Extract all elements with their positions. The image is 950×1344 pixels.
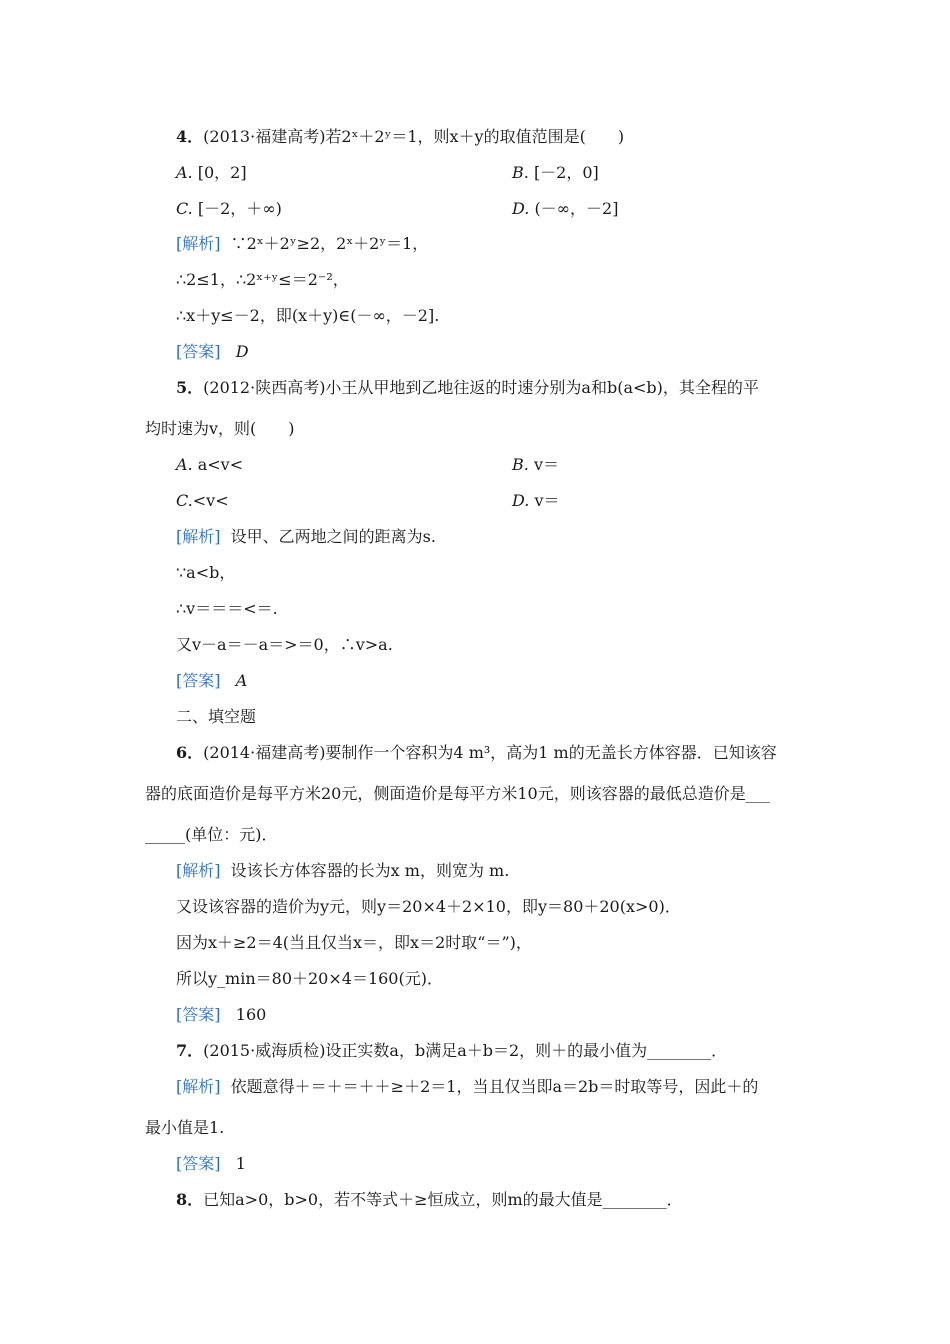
option-text: [－2，0] [533, 163, 599, 182]
answer-value: D [235, 342, 249, 361]
option-label: D. [512, 491, 530, 510]
q6-analysis-line-4: 所以y_min＝80＋20×4＝160(元)． [176, 969, 443, 988]
option-label: A. [176, 455, 193, 474]
option-text: <v< [192, 491, 229, 510]
q4-option-b [512, 163, 599, 183]
q5-analysis-line-3: ∴v＝＝＝<＝. [176, 599, 278, 618]
option-label: C. [176, 199, 193, 218]
q5-stem-line-1 [176, 378, 759, 398]
q7-stem [176, 1041, 727, 1061]
q5-analysis-line-1 [176, 527, 436, 547]
q5-option-c [176, 491, 229, 511]
section-heading-fill-in: 二、填空题 [176, 707, 257, 726]
q5-stem-text: (2012·陕西高考)小王从甲地到乙地往返的时速分别为a和b(a<b)，其全程的平 [203, 378, 759, 397]
analysis-text: ∵2ˣ＋2ʸ≥2，2ˣ＋2ʸ＝1， [230, 234, 429, 253]
analysis-tag: [解析] [176, 861, 221, 880]
q4-answer [176, 342, 249, 362]
option-text: [0，2] [197, 163, 247, 182]
q5-analysis-line-4: 又v－a＝－a＝>＝0，∴v>a. [176, 635, 393, 654]
q6-analysis-line-3: 因为x＋≥2＝4(当且仅当x＝，即x＝2时取“＝”)， [176, 933, 532, 952]
analysis-text: 依题意得＋＝＋＝＋＋≥＋2＝1，当且仅当即a＝2b＝时取等号，因此＋的 [230, 1077, 759, 1096]
q5-stem-line-2: 均时速为v，则( ) [145, 419, 295, 438]
q6-analysis-line-1 [176, 861, 509, 881]
option-label: B. [512, 455, 529, 474]
q5-option-b [512, 455, 559, 475]
q4-analysis-line-1 [176, 234, 428, 254]
q4-analysis-line-2: ∴2≤1，∴2ˣ⁺ʸ≤＝2⁻²， [176, 270, 349, 289]
q6-stem-text: (2014·福建高考)要制作一个容积为4 m³，高为1 m的无盖长方体容器．已知该容 [203, 743, 777, 762]
q7-analysis-line-2: 最小值是1. [145, 1118, 225, 1137]
answer-tag: [答案] [176, 342, 221, 361]
q7-answer [176, 1154, 246, 1174]
answer-value: 1 [235, 1154, 246, 1173]
answer-tag: [答案] [176, 671, 221, 690]
analysis-tag: [解析] [176, 234, 221, 253]
option-text: v＝ [533, 455, 559, 474]
q5-analysis-line-2: ∵a<b， [176, 563, 236, 582]
analysis-text: 设甲、乙两地之间的距离为s. [230, 527, 436, 546]
q8-number: 8． [176, 1190, 204, 1209]
analysis-tag: [解析] [176, 527, 221, 546]
q4-option-d [512, 199, 618, 219]
q6-stem-line-3: _____(单位：元)． [145, 825, 278, 844]
option-text: a<v< [197, 455, 244, 474]
q8-stem [176, 1190, 683, 1210]
q5-option-a [176, 455, 243, 475]
q4-option-c [176, 199, 282, 219]
answer-value: 160 [235, 1005, 267, 1024]
q7-number: 7． [176, 1041, 204, 1060]
option-label: A. [176, 163, 193, 182]
q7-analysis-line-1 [176, 1077, 758, 1097]
q4-analysis-line-3: ∴x＋y≤－2，即(x＋y)∈(－∞，－2]. [176, 306, 440, 325]
answer-tag: [答案] [176, 1005, 221, 1024]
q5-answer [176, 671, 247, 691]
answer-tag: [答案] [176, 1154, 221, 1173]
q6-stem-line-1 [176, 743, 777, 763]
q6-number: 6． [176, 743, 204, 762]
analysis-text: 设该长方体容器的长为x m，则宽为 m. [230, 861, 510, 880]
analysis-tag: [解析] [176, 1077, 221, 1096]
option-text: v＝ [534, 491, 560, 510]
answer-value: A [235, 671, 248, 690]
q6-stem-line-2: 器的底面造价是每平方米20元，侧面造价是每平方米10元，则该容器的最低总造价是___ [145, 784, 770, 803]
q6-analysis-line-2: 又设该容器的造价为y元，则y＝20×4＋2×10，即y＝80＋20(x>0)． [176, 897, 681, 916]
option-label: C. [176, 491, 193, 510]
q4-stem [176, 127, 624, 147]
q8-stem-text: 已知a>0，b>0，若不等式＋≥恒成立，则m的最大值是________． [203, 1190, 683, 1209]
q4-option-a [176, 163, 247, 183]
option-text: (－∞，－2] [534, 199, 619, 218]
q6-answer [176, 1005, 266, 1025]
q5-option-d [512, 491, 559, 511]
q4-number: 4． [176, 127, 204, 146]
q5-number: 5． [176, 378, 204, 397]
option-text: [－2，＋∞) [197, 199, 282, 218]
q7-stem-text: (2015·威海质检)设正实数a，b满足a＋b＝2，则＋的最小值为________． [203, 1041, 728, 1060]
q4-stem-text: (2013·福建高考)若2ˣ＋2ʸ＝1，则x＋y的取值范围是( ) [203, 127, 625, 146]
option-label: B. [512, 163, 529, 182]
option-label: D. [512, 199, 530, 218]
